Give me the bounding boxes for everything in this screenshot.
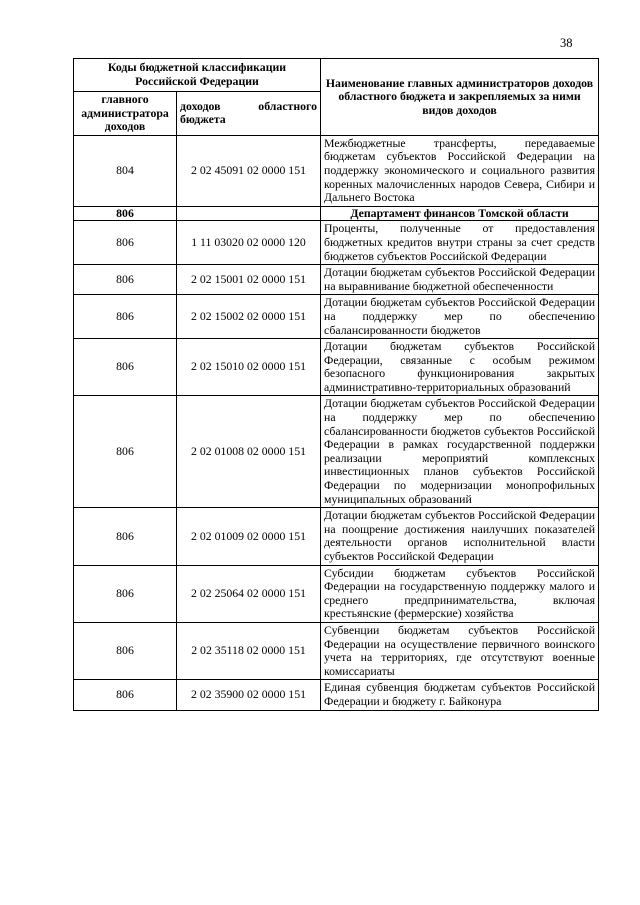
table-row [74, 339, 599, 396]
table-body [74, 135, 599, 710]
income-code-cell: 2 02 25064 02 0000 151 [177, 565, 321, 622]
income-name-cell: Межбюджетные трансферты, передаваемые бюджетам субъектов Российской Федерации на поддержку экономического и социального развития коренных малочисленных народов Севера, Сибири и Дальнего Востока [321, 135, 599, 206]
header-admin-column: главного администратора доходов [74, 92, 177, 136]
table-row [74, 135, 599, 206]
admin-code-cell: 806 [74, 565, 177, 622]
income-name-cell: Субвенции бюджетам субъектов Российской Федерации на осуществление первичного воинского учета на территориях, где отсутствуют военные комиссариаты [321, 622, 599, 679]
header-codes-group: Коды бюджетной классификации Российской Федерации [74, 59, 321, 92]
table-row [74, 396, 599, 508]
income-name-cell: Единая субвенция бюджетам субъектов Российской Федерации и бюджету г. Байконура [321, 680, 599, 710]
income-name-cell: Проценты, полученные от предоставления бюджетных кредитов внутри страны за счет средств бюджетов субъектов Российской Федерации [321, 221, 599, 265]
income-name-cell: Дотации бюджетам субъектов Российской Федерации, связанные с особым режимом безопасного функционирования закрытых административно-территориальных образований [321, 339, 599, 396]
income-code-cell: 2 02 01009 02 0000 151 [177, 508, 321, 565]
admin-code-cell: 806 [74, 508, 177, 565]
table-row [74, 565, 599, 622]
admin-code-cell: 806 [74, 295, 177, 339]
admin-code-cell: 806 [74, 339, 177, 396]
income-code-cell: 2 02 35900 02 0000 151 [177, 680, 321, 710]
table-row [74, 265, 599, 295]
table-row [74, 680, 599, 710]
income-code-cell: 2 02 15002 02 0000 151 [177, 295, 321, 339]
admin-code-cell: 806 [74, 221, 177, 265]
income-code-cell: 2 02 15001 02 0000 151 [177, 265, 321, 295]
income-code-cell: 2 02 01008 02 0000 151 [177, 396, 321, 508]
admin-code-cell: 806 [74, 265, 177, 295]
income-code-cell [177, 206, 321, 221]
header-income-column: доходов областного бюджета [177, 92, 321, 136]
income-name-cell: Дотации бюджетам субъектов Российской Федерации на поддержку мер по обеспечению сбалансированности бюджетов [321, 295, 599, 339]
income-code-cell: 2 02 45091 02 0000 151 [177, 135, 321, 206]
budget-classification-table [73, 58, 599, 711]
page-number: 38 [560, 36, 573, 50]
income-name-cell: Субсидии бюджетам субъектов Российской Федерации на государственную поддержку малого и среднего предпринимательства, включая крестьянские (фермерские) хозяйства [321, 565, 599, 622]
admin-code-cell: 806 [74, 396, 177, 508]
admin-code-cell: 806 [74, 622, 177, 679]
table-row [74, 221, 599, 265]
income-name-cell: Дотации бюджетам субъектов Российской Федерации на поддержку мер по обеспечению сбалансированности бюджетов субъектов Российской Федерации в рамках государственной поддержки реализации мероприятий комплексных инвестиционных планов субъектов Российской Федерации по модернизации монопрофильных муниципальных образований [321, 396, 599, 508]
income-code-cell: 2 02 35118 02 0000 151 [177, 622, 321, 679]
income-name-cell: Дотации бюджетам субъектов Российской Федерации на поощрение достижения наилучших показателей деятельности органов исполнительной власти субъектов Российской Федерации [321, 508, 599, 565]
table-row [74, 622, 599, 679]
admin-code-cell: 806 [74, 206, 177, 221]
table-header [74, 59, 599, 136]
table-row [74, 295, 599, 339]
header-name-column: Наименование главных администраторов доходов областного бюджета и закрепляемых за ними видов доходов [321, 59, 599, 136]
admin-code-cell: 804 [74, 135, 177, 206]
income-name-cell: Департамент финансов Томской области [321, 206, 599, 221]
admin-code-cell: 806 [74, 680, 177, 710]
income-name-cell: Дотации бюджетам субъектов Российской Федерации на выравнивание бюджетной обеспеченности [321, 265, 599, 295]
income-code-cell: 2 02 15010 02 0000 151 [177, 339, 321, 396]
income-code-cell: 1 11 03020 02 0000 120 [177, 221, 321, 265]
table-row [74, 508, 599, 565]
table-section-row [74, 206, 599, 221]
